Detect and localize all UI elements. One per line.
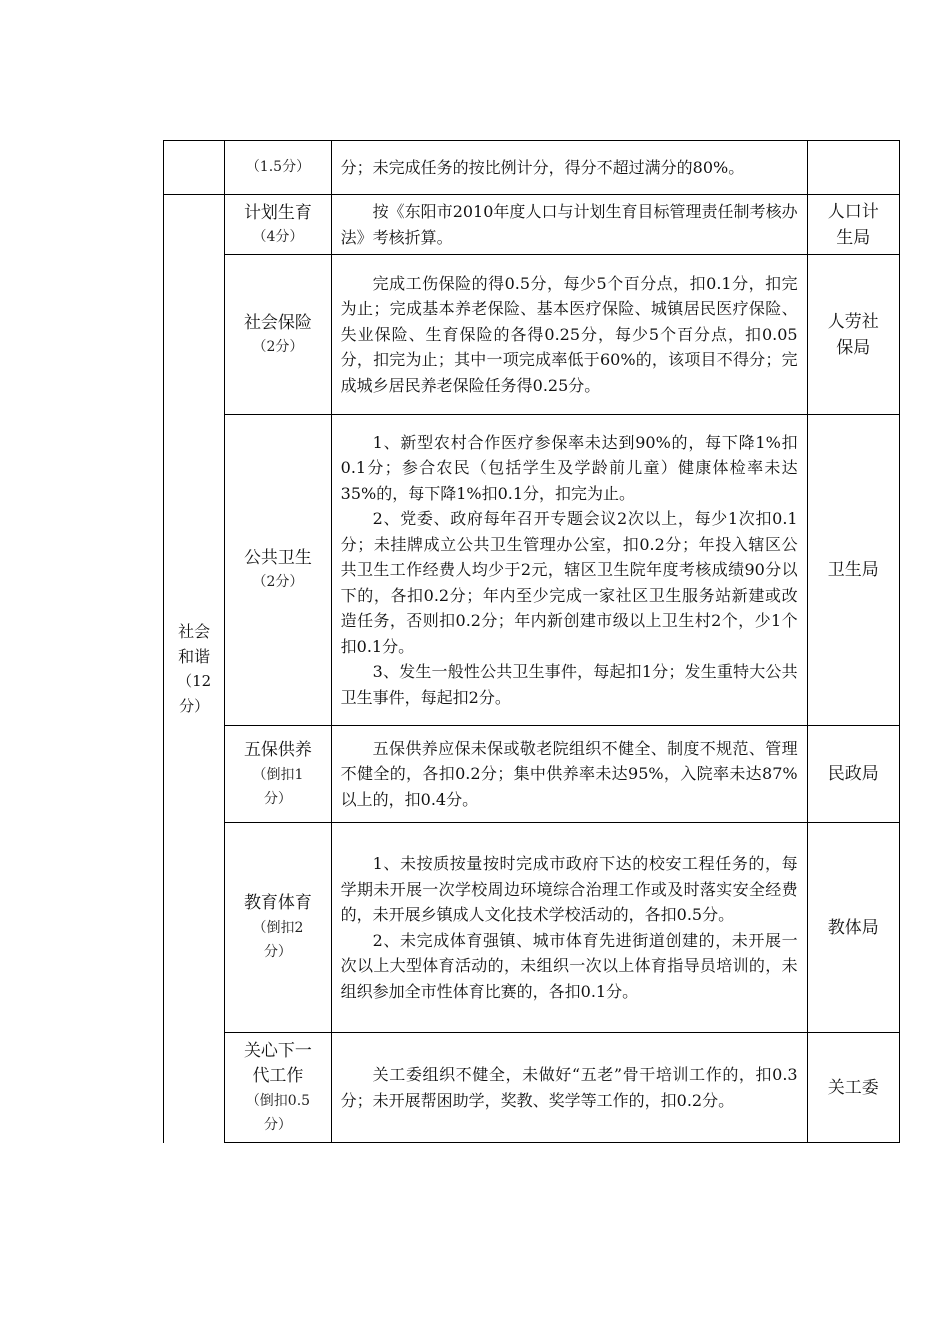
dept-cell: 关工委	[807, 1033, 899, 1143]
item-score: （倒扣1分）	[252, 766, 304, 807]
item-cell	[225, 195, 331, 255]
item-name: 关心下一代工作	[243, 1040, 312, 1086]
item-cell	[225, 141, 331, 195]
item-cell	[225, 415, 331, 726]
item-cell	[225, 823, 331, 1033]
item-name: 五保供养	[243, 739, 312, 760]
dept-cell	[807, 141, 899, 195]
criteria-paragraph: 关工委组织不健全，未做好“五老”骨干培训工作的，扣0.3分；未开展帮困助学，奖教、奖学等工作的，扣0.2分。	[340, 1065, 798, 1110]
table-row	[164, 141, 900, 195]
criteria-paragraph: 五保供养应保未保或敬老院组织不健全、制度不规范、管理不健全的，各扣0.2分；集中供养率未达95%，入院率未达87%以上的，扣0.4分。	[340, 738, 798, 809]
dept-cell: 教体局	[807, 823, 899, 1033]
criteria-paragraph: 3、发生一般性公共卫生事件，每起扣1分；发生重特大公共卫生事件，每起扣2分。	[340, 662, 798, 707]
item-score: （倒扣0.5分）	[245, 1092, 311, 1133]
table-row	[164, 255, 900, 415]
table-row	[164, 415, 900, 726]
table-row	[164, 823, 900, 1033]
criteria-paragraph: 1、新型农村合作医疗参保率未达到90%的，每下降1%扣0.1分；参合农民（包括学生及学龄前儿童）健康体检率未达35%的，每下降1%扣0.1分，扣完为止。	[340, 432, 798, 503]
item-cell	[225, 1033, 331, 1143]
item-score: （4分）	[252, 228, 304, 245]
category-cell-empty	[164, 141, 225, 195]
criteria-cell	[331, 195, 807, 255]
dept-cell	[807, 255, 899, 415]
criteria-cell	[331, 1033, 807, 1143]
item-score: （2分）	[252, 338, 304, 355]
table-row	[164, 1033, 900, 1143]
category-cell	[164, 195, 225, 1143]
criteria-cell	[331, 726, 807, 823]
criteria-paragraph: 2、党委、政府每年召开专题会议2次以上，每少1次扣0.1分；未挂牌成立公共卫生管理办公室，扣0.2分；年投入辖区公共卫生工作经费人均少于2元，辖区卫生院年度考核成绩90分以下的，各扣0.2分；年内至少完成一家社区卫生服务站新建或改造任务，否则扣0.2分；年内新创建市级以上卫生村2个，少1个扣0.1分。	[340, 509, 798, 656]
dept-cell: 卫生局	[807, 415, 899, 726]
table-row	[164, 195, 900, 255]
item-score: （倒扣2分）	[252, 920, 304, 960]
criteria-cell	[331, 255, 807, 415]
criteria-cell	[331, 823, 807, 1033]
dept-cell: 民政局	[807, 726, 899, 823]
criteria-paragraph: 1、未按质按量按时完成市政府下达的校安工程任务的，每学期未开展一次学校周边环境综合治理工作或及时落实安全经费的，未开展乡镇成人文化技术学校活动的，各扣0.5分。	[340, 854, 798, 924]
criteria-paragraph: 分；未完成任务的按比例计分，得分不超过满分的80%。	[340, 157, 745, 177]
category-score: （12分）	[177, 671, 212, 715]
item-score: （2分）	[252, 574, 304, 590]
criteria-paragraph: 完成工伤保险的得0.5分，每少5个百分点，扣0.1分，扣完为止；完成基本养老保险、基本医疗保险、城镇居民医疗保险、失业保险、生育保险的各得0.25分，每少5个百分点，扣0.05分，扣完为止；其中一项完成率低于60%的，该项目不得分；完成城乡居民养老保险任务得0.25分。	[340, 273, 798, 395]
table-row	[164, 726, 900, 823]
dept-name: 人口计生局	[827, 201, 879, 248]
item-score: （1.5分）	[245, 159, 311, 175]
assessment-table	[163, 140, 900, 1143]
item-name: 社会保险	[243, 312, 312, 333]
item-name: 计划生育	[243, 202, 312, 223]
criteria-cell	[331, 415, 807, 726]
criteria-cell	[331, 141, 807, 195]
item-cell	[225, 255, 331, 415]
dept-name: 人劳社保局	[827, 311, 879, 358]
criteria-paragraph: 2、未完成体育强镇、城市体育先进街道创建的，未开展一次以上大型体育活动的，未组织一次以上体育指导员培训的，未组织参加全市性体育比赛的，各扣0.1分。	[340, 930, 798, 1001]
criteria-paragraph: 按《东阳市2010年度人口与计划生育目标管理责任制考核办法》考核折算。	[340, 202, 798, 247]
item-cell	[225, 726, 331, 823]
item-name: 公共卫生	[243, 548, 312, 568]
dept-cell	[807, 195, 899, 255]
category-name: 社会和谐	[178, 621, 211, 666]
item-name: 教育体育	[243, 893, 312, 913]
